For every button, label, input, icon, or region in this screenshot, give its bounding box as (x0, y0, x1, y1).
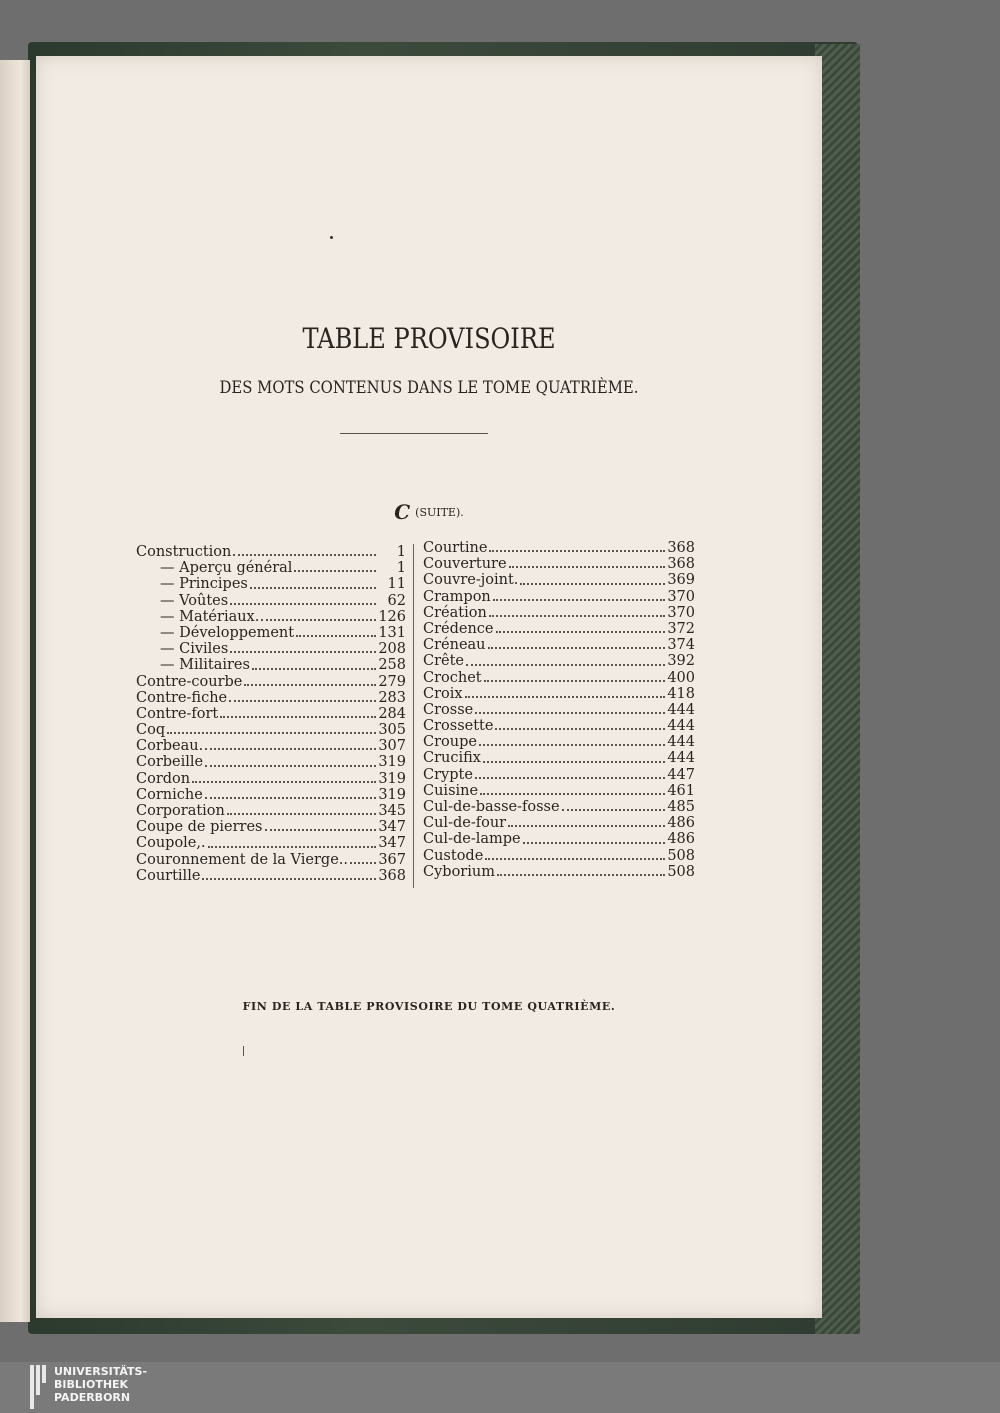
leader-dots (202, 874, 376, 880)
index-entry-page: 319 (378, 786, 406, 803)
index-entry-page: 1 (396, 544, 406, 560)
leader-dots (489, 611, 665, 617)
leader-dots (488, 643, 665, 649)
index-entry-label: Crête (423, 653, 465, 670)
index-entry-page: 126 (378, 608, 406, 625)
leader-dots (484, 676, 665, 682)
leader-dots (479, 740, 665, 746)
index-entry (136, 609, 406, 625)
index-entry-label: Coupe de pierres (136, 819, 263, 836)
index-entry-label: Crédence (423, 620, 494, 637)
letter-suffix: (SUITE). (415, 506, 464, 519)
index-entry-page: 486 (667, 831, 695, 848)
ink-speck (330, 236, 333, 239)
index-entry-page: 307 (378, 738, 406, 755)
index-entry (136, 722, 406, 738)
title-rule (340, 433, 488, 434)
index-entry (423, 848, 695, 864)
index-entry (423, 637, 695, 653)
index-entry (136, 544, 406, 560)
index-entry-label: Crampon (423, 588, 491, 605)
leader-dots (252, 664, 376, 670)
index-entry-page: 258 (378, 657, 406, 674)
leader-dots (562, 805, 665, 811)
index-entry-label: Contre-fiche (136, 689, 228, 706)
index-entry-label: — Développement (160, 624, 295, 641)
index-entry (136, 835, 406, 851)
index-entry-label: Cuisine (423, 782, 479, 799)
index-entry-page: 347 (378, 835, 406, 852)
index-entry (423, 621, 695, 637)
index-entry-page: 284 (378, 705, 406, 722)
index-entry (423, 686, 695, 702)
index-entry-page: 279 (378, 673, 406, 690)
leader-dots (475, 708, 665, 714)
index-entry (423, 799, 695, 815)
index-entry-label: Crossette (423, 718, 494, 735)
library-footer (0, 1362, 1000, 1413)
leader-dots (208, 842, 376, 848)
index-entry-label: Coupole,. (136, 835, 206, 852)
leader-dots (480, 789, 665, 795)
index-entry (136, 868, 406, 884)
leader-dots (294, 566, 376, 572)
index-entry-page: 444 (667, 718, 695, 735)
index-entry-page: 367 (378, 851, 406, 868)
index-entry-label: — Militaires (160, 657, 250, 674)
index-entry (136, 593, 406, 609)
index-entry (423, 653, 695, 669)
index-entry (136, 625, 406, 641)
index-entry-label: Cordon (136, 770, 191, 787)
index-entry-label: Crochet (423, 669, 482, 686)
index-entry-label: Croix (423, 685, 463, 702)
index-entry-label: Créneau (423, 637, 486, 654)
index-entry-label: Corniche (136, 786, 203, 803)
index-entry (136, 754, 406, 770)
index-entry-page: 62 (387, 592, 406, 609)
index-entry-page: 444 (667, 701, 695, 718)
leader-dots (465, 692, 665, 698)
index-entry-label: Création (423, 604, 487, 621)
index-entry-page: 447 (667, 766, 695, 783)
index-entry (136, 576, 406, 592)
index-entry-label: Courtille (136, 867, 201, 884)
index-entry-page: 374 (667, 637, 695, 654)
letter-glyph: C (394, 500, 408, 524)
index-entry-page: 368 (667, 556, 695, 573)
index-entry-label: Cul-de-basse-fosse (423, 799, 560, 815)
index-entry-page: 444 (667, 750, 695, 767)
index-entry-page: 372 (667, 620, 695, 637)
index-entry (136, 852, 406, 868)
index-entry (136, 674, 406, 690)
index-entry-page: 508 (667, 863, 695, 880)
index-entry (423, 815, 695, 831)
index-entry (136, 738, 406, 754)
index-entry-page: 208 (378, 641, 406, 658)
index-entry-label: Cul-de-four (423, 815, 507, 832)
index-entry-page: 368 (378, 867, 406, 884)
book-page (36, 56, 822, 1318)
index-entry-label: — Voûtes (160, 592, 229, 609)
index-entry-page: 392 (667, 653, 695, 670)
index-entry-page: 400 (667, 669, 695, 686)
index-entry (423, 734, 695, 750)
leader-dots (350, 858, 376, 864)
index-entry (136, 690, 406, 706)
index-entry-label: Couverture (423, 556, 507, 573)
end-note: FIN DE LA TABLE PROVISOIRE DU TOME QUATRIÈME. (242, 1000, 616, 1013)
index-entry-label: Crypte (423, 766, 473, 783)
index-entry-page: 131 (378, 624, 406, 641)
index-entry (136, 657, 406, 673)
leader-dots (192, 777, 376, 783)
library-logo-icon (30, 1365, 46, 1409)
index-entry-label: Contre-fort (136, 705, 219, 722)
index-entry-page: 345 (378, 803, 406, 819)
leader-dots (227, 809, 376, 815)
index-entry-page: 369 (667, 572, 695, 589)
index-entry-label: Crucifix (423, 750, 481, 767)
index-entry-page: 368 (667, 540, 695, 556)
leader-dots (230, 599, 376, 605)
index-entry-page: 319 (378, 754, 406, 771)
leader-dots (509, 562, 665, 568)
index-entry-label: Croupe (423, 734, 477, 751)
index-entry-page: 11 (387, 576, 406, 593)
leader-dots (483, 757, 665, 763)
leader-dots (466, 660, 665, 666)
leader-dots (229, 696, 376, 702)
index-entry-page: 370 (667, 604, 695, 621)
index-entry (136, 787, 406, 803)
leader-dots (233, 550, 376, 556)
leader-dots (523, 838, 665, 844)
leader-dots (167, 728, 376, 734)
leader-dots (520, 579, 665, 585)
leader-dots (205, 793, 376, 799)
leader-dots (205, 744, 376, 750)
index-entry (136, 771, 406, 787)
index-entry (136, 819, 406, 835)
index-entry-label: Courtine (423, 540, 488, 556)
index-entry (423, 605, 695, 621)
index-entry (423, 750, 695, 766)
index-entry-label: Crosse (423, 701, 474, 718)
leader-dots (265, 825, 377, 831)
index-entry-label: — Matériaux. (160, 608, 260, 625)
index-entry (423, 767, 695, 783)
index-column-right (423, 540, 695, 880)
index-entry-page: 444 (667, 734, 695, 751)
leader-dots (244, 680, 376, 686)
index-entry-page: 283 (378, 689, 406, 706)
index-entry-label: Contre-courbe (136, 673, 243, 690)
index-entry-label: Construction (136, 544, 232, 560)
index-entry-page: 305 (378, 722, 406, 739)
index-entry-label: Cul-de-lampe (423, 831, 521, 848)
index-entry-page: 461 (667, 782, 695, 799)
index-entry (423, 670, 695, 686)
leader-dots (205, 761, 376, 767)
page-title: TABLE PROVISOIRE (302, 322, 556, 355)
letter-heading (36, 500, 822, 524)
index-entry-label: Cyborium (423, 863, 495, 880)
page-subtitle: DES MOTS CONTENUS DANS LE TOME QUATRIÈME. (219, 378, 639, 397)
leader-dots (508, 821, 665, 827)
index-entry (136, 803, 406, 819)
index-entry (423, 864, 695, 880)
leader-dots (485, 854, 665, 860)
index-entry (423, 540, 695, 556)
index-entry-label: Couronnement de la Vierge.. (136, 851, 348, 868)
index-entry-page: 1 (396, 560, 406, 577)
leader-dots (250, 583, 376, 589)
leader-dots (497, 870, 665, 876)
index-entry-label: Couvre-joint. (423, 572, 519, 589)
pencil-mark (243, 1046, 244, 1056)
leader-dots (230, 647, 376, 653)
index-entry-label: Corbeau. (136, 738, 204, 755)
leader-dots (489, 546, 665, 552)
index-entry-page: 508 (667, 847, 695, 864)
library-logo-text (54, 1365, 147, 1404)
library-logo-line-2: BIBLIOTHEK (54, 1378, 129, 1391)
index-entry-label: Corporation (136, 803, 225, 819)
index-entry-label: Coq (136, 722, 166, 739)
index-entry-page: 418 (667, 685, 695, 702)
leader-dots (296, 631, 376, 637)
index-entry (423, 831, 695, 847)
index-entry-label: Custode (423, 847, 484, 864)
leader-dots (496, 627, 665, 633)
leader-dots (475, 773, 665, 779)
index-entry (423, 556, 695, 572)
index-entry (423, 589, 695, 605)
index-entry (423, 702, 695, 718)
index-entry (136, 706, 406, 722)
leader-dots (261, 615, 376, 621)
index-entry (423, 718, 695, 734)
facing-page-edge (0, 60, 30, 1322)
index-entry-label: — Principes (160, 576, 248, 593)
index-entry (136, 560, 406, 576)
index-entry-label: — Civiles (160, 641, 229, 658)
index-column-left (136, 544, 406, 884)
index-entry-label: — Aperçu général (160, 560, 293, 577)
index-entry-label: Corbeille (136, 754, 204, 771)
library-logo-line-3: PADERBORN (54, 1391, 131, 1404)
leader-dots (495, 724, 665, 730)
index-entry-page: 347 (378, 819, 406, 836)
library-logo-line-1: UNIVERSITÄTS- (54, 1365, 148, 1378)
index-entry-page: 319 (378, 770, 406, 787)
leader-dots (493, 595, 665, 601)
index-entry-page: 485 (667, 799, 695, 815)
index-entry (136, 641, 406, 657)
index-entry (423, 783, 695, 799)
leader-dots (220, 712, 376, 718)
index-entry-page: 370 (667, 588, 695, 605)
index-entry (423, 572, 695, 588)
column-divider (413, 544, 414, 888)
index-entry-page: 486 (667, 815, 695, 832)
